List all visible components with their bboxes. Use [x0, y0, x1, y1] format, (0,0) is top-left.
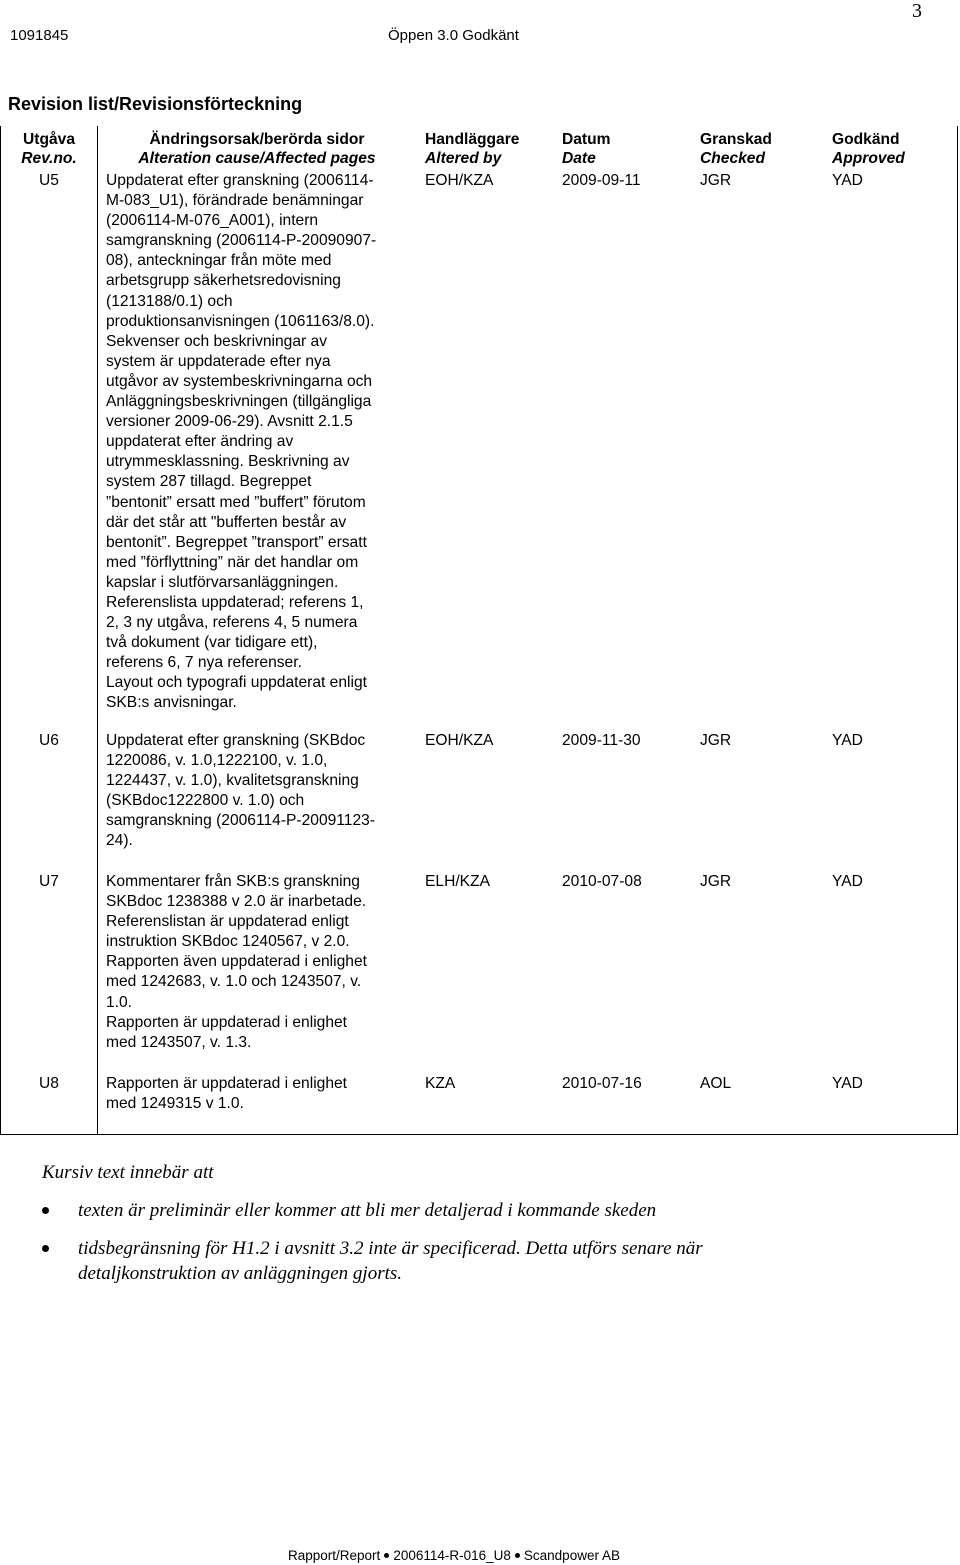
cause-line: bentonit”. Begreppet ”transport” ersatt [106, 533, 367, 551]
cause-line: 1.0. [106, 993, 133, 1011]
cause-line: (SKBdoc1222800 v. 1.0) och [106, 792, 305, 810]
column-header-rev: Utgåva Rev.no. [21, 131, 77, 167]
cell-altered-by: EOH/KZA [425, 732, 494, 749]
cell-date: 2009-11-30 [562, 732, 641, 749]
page-number: 3 [912, 0, 922, 22]
cell-alteration-cause [106, 731, 421, 852]
column-divider [97, 126, 98, 1134]
page-footer [288, 1548, 620, 1563]
cause-line: versioner 2009-06-29). Avsnitt 2.1.5 [106, 413, 353, 431]
notes-title: Kursiv text innebär att [42, 1162, 214, 1183]
cell-checked-by: JGR [700, 172, 732, 189]
cause-line: Kommentarer från SKB:s granskning [106, 873, 360, 890]
cause-line: med 1243507, v. 1.3. [106, 1033, 252, 1051]
cell-alteration-cause [106, 1074, 421, 1114]
column-header-date: Datum Date [562, 131, 611, 167]
column-header-approved: Godkänd Approved [832, 131, 905, 167]
column-header-checked: Granskad Checked [700, 131, 772, 167]
cause-line: där det står att "bufferten består av [106, 513, 347, 531]
cause-line: två dokument (var tidigare ett), [106, 634, 318, 652]
cell-altered-by: ELH/KZA [425, 873, 490, 890]
cell-checked-by: JGR [700, 732, 732, 749]
cell-alteration-cause [106, 171, 421, 714]
cause-line: (1213188/0.1) och [106, 292, 233, 310]
cell-rev-number: U8 [39, 1075, 59, 1092]
cause-line: Referenslista uppdaterad; referens 1, [106, 593, 364, 611]
cell-rev-number: U6 [39, 732, 59, 749]
cause-line: Sekvenser och beskrivningar av [106, 332, 328, 350]
cell-date: 2009-09-11 [562, 172, 641, 189]
cause-line: (2006114-M-076_A001), intern [106, 212, 319, 230]
cause-line: Anläggningsbeskrivningen (tillgängliga [106, 393, 372, 411]
bullet-icon [42, 1245, 49, 1252]
cause-line: Rapporten är uppdaterad i enlighet [106, 1013, 348, 1031]
cause-line: Uppdaterat efter granskning (SKBdoc [106, 732, 366, 749]
cell-checked-by: JGR [700, 873, 732, 890]
cell-approved-by: YAD [832, 873, 863, 890]
footer-report-id: 2006114-R-016_U8 [393, 1548, 511, 1563]
cause-line: SKB:s anvisningar. [106, 694, 237, 712]
cell-date: 2010-07-16 [562, 1075, 642, 1092]
cause-line: SKBdoc 1238388 v 2.0 är inarbetade. [106, 893, 367, 911]
cause-line: 24). [106, 832, 133, 850]
cause-line: med 1242683, v. 1.0 och 1243507, v. [106, 973, 362, 991]
cell-checked-by: AOL [700, 1075, 732, 1092]
page-title: Revision list/Revisionsförteckning [8, 94, 303, 114]
cause-line: samgranskning (2006114-P-20091123- [106, 812, 376, 830]
revision-table [0, 126, 958, 1135]
cause-line: utrymmesklassning. Beskrivning av [106, 453, 350, 471]
notes-list [42, 1198, 818, 1299]
column-header-altered-by: Handläggare Altered by [425, 131, 520, 167]
separator-dot-icon [384, 1553, 389, 1558]
cause-line: kapslar i slutförvarsanläggningen. [106, 573, 339, 591]
cell-date: 2010-07-08 [562, 873, 642, 890]
list-item: tidsbegränsning för H1.2 i avsnitt 3.2 inte är specificerad. Detta utförs senare när detaljkonstruktion av anläggningen gjorts. [42, 1236, 818, 1286]
cause-line: Referenslistan är uppdaterad enligt [106, 913, 349, 931]
cause-line: med ”förflyttning” när det handlar om [106, 553, 359, 571]
column-header-cause: Ändringsorsak/berörda sidor Alteration cause/Affected pages [138, 131, 376, 167]
document-status: Öppen 3.0 Godkänt [388, 27, 519, 44]
cause-line: ”bentonit” ersatt med ”buffert” förutom [106, 493, 366, 511]
footer-report-label: Rapport/Report [288, 1548, 381, 1563]
cause-line: 1224437, v. 1.0), kvalitetsgranskning [106, 772, 359, 790]
cause-line: utgåvor av systembeskrivningarna och [106, 372, 373, 390]
footer-company: Scandpower AB [523, 1548, 620, 1563]
separator-dot-icon [515, 1553, 520, 1558]
cause-line: produktionsanvisningen (1061163/8.0). [106, 312, 375, 330]
cause-line: 2, 3 ny utgåva, referens 4, 5 numera [106, 614, 358, 632]
cause-line: Rapporten även uppdaterad i enlighet [106, 953, 367, 971]
cause-line: 1220086, v. 1.0,1222100, v. 1.0, [106, 752, 328, 770]
cause-line: system 287 tillagd. Begreppet [106, 473, 312, 491]
cause-line: referens 6, 7 nya referenser. [106, 654, 302, 672]
cause-line: Uppdaterat efter granskning (2006114- [106, 172, 374, 189]
cause-line: system är uppdaterade efter nya [106, 352, 331, 370]
cause-line: 08), anteckningar från möte med [106, 252, 332, 270]
cell-rev-number: U5 [39, 172, 59, 189]
cause-line: Layout och typografi uppdaterat enligt [106, 674, 367, 692]
cell-alteration-cause [106, 872, 421, 1053]
cause-line: instruktion SKBdoc 1240567, v 2.0. [106, 933, 350, 951]
cell-approved-by: YAD [832, 732, 863, 749]
cause-line: arbetsgrupp säkerhetsredovisning [106, 272, 341, 290]
bullet-icon [42, 1207, 49, 1214]
cell-altered-by: EOH/KZA [425, 172, 494, 189]
list-item: texten är preliminär eller kommer att bli mer detaljerad i kommande skeden [42, 1198, 818, 1223]
cause-line: uppdaterat efter ändring av [106, 433, 294, 451]
cell-altered-by: KZA [425, 1075, 456, 1092]
cell-approved-by: YAD [832, 1075, 863, 1092]
cause-line: med 1249315 v 1.0. [106, 1095, 244, 1113]
cell-rev-number: U7 [39, 873, 59, 890]
cell-approved-by: YAD [832, 172, 863, 189]
cause-line: samgranskning (2006114-P-20090907- [106, 232, 377, 250]
cause-line: Rapporten är uppdaterad i enlighet [106, 1075, 348, 1092]
document-id: 1091845 [10, 27, 69, 44]
cause-line: M-083_U1), förändrade benämningar [106, 192, 364, 210]
